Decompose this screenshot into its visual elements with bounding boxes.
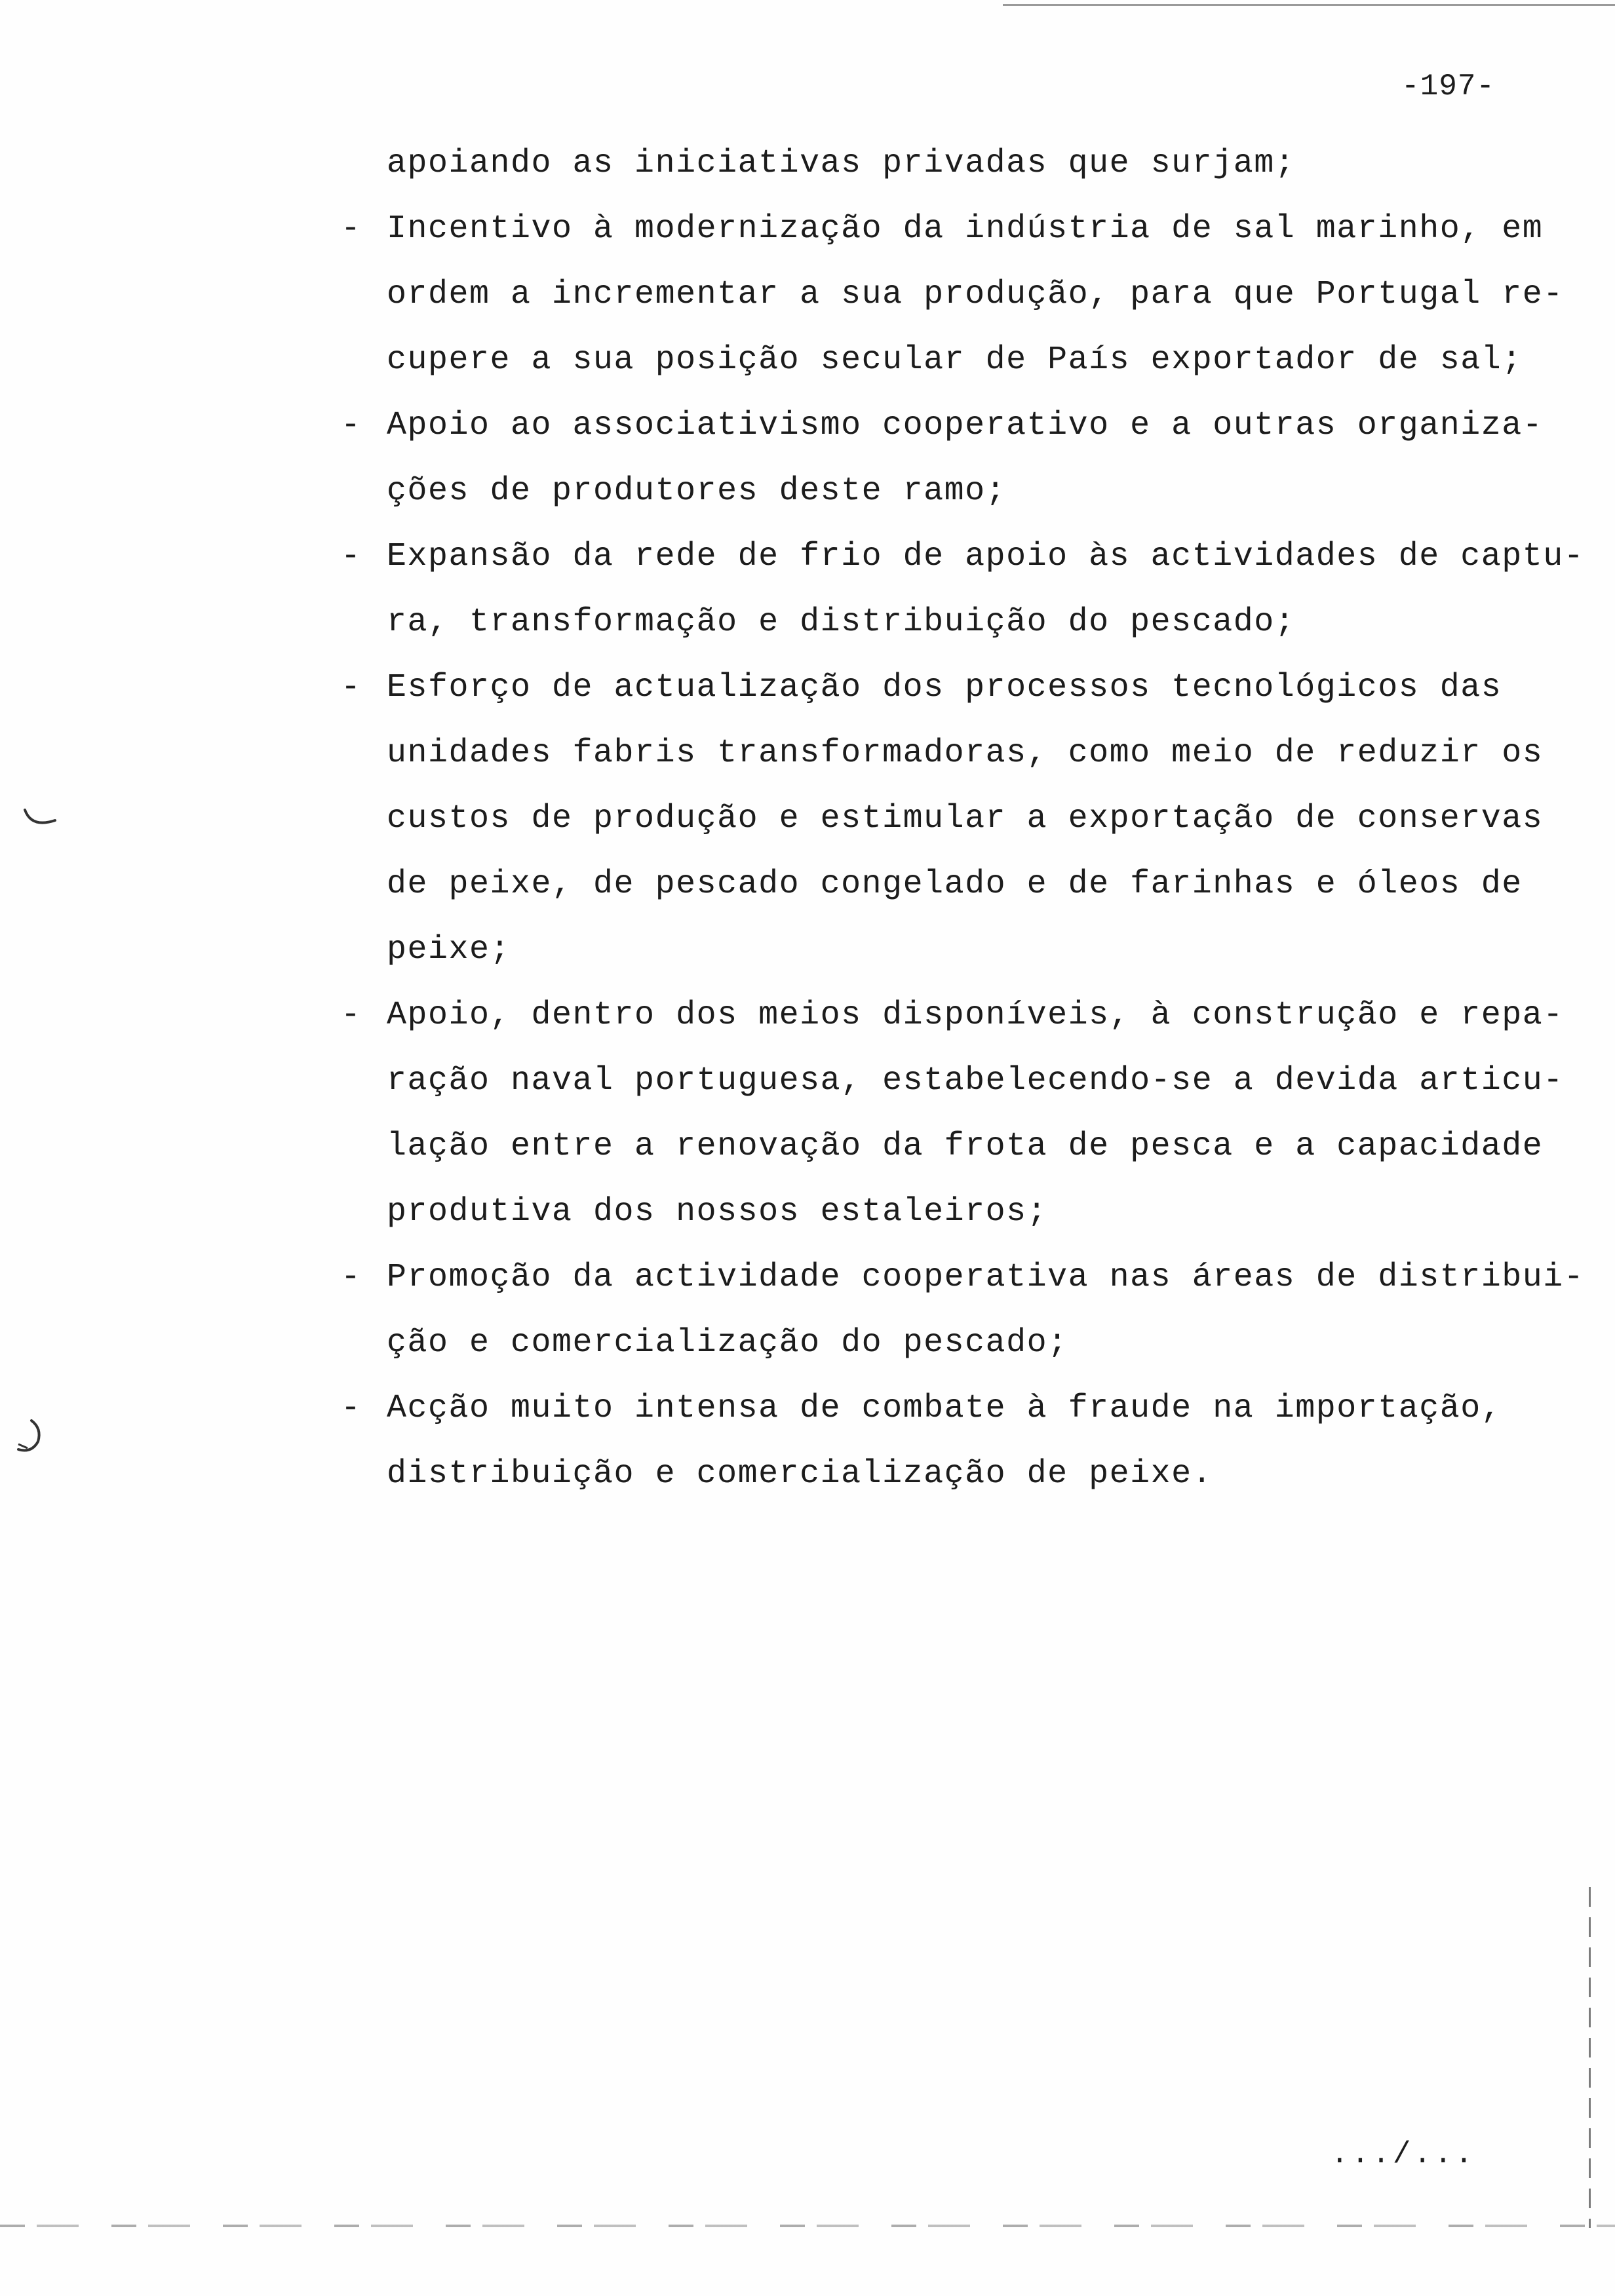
line-text: ra, transformação e distribuição do pescado;: [387, 603, 1296, 641]
scan-right-edge: [1589, 1887, 1591, 2228]
list-dash: -: [341, 997, 362, 1034]
text-line: [341, 393, 1553, 459]
list-dash: -: [341, 1259, 362, 1296]
top-rule: [1003, 4, 1615, 6]
line-text: lação entre a renovação da frota de pesca e a capacidade: [387, 1128, 1544, 1165]
line-text: Apoio ao associativismo cooperativo e a outras organiza-: [387, 407, 1544, 444]
line-text: Esforço de actualização dos processos tecnológicos das: [387, 669, 1502, 706]
text-line: [341, 1311, 1553, 1376]
margin-mark: [22, 806, 58, 832]
page-body: [341, 131, 1585, 1507]
scan-bottom-edge: [0, 2225, 1615, 2227]
line-text: de peixe, de pescado congelado e de farinhas e óleos de: [387, 866, 1523, 903]
list-dash: -: [341, 1390, 362, 1427]
list-dash: -: [341, 538, 362, 575]
line-text: apoiando as iniciativas privadas que surjam;: [387, 145, 1296, 182]
line-text: Incentivo à modernização da indústria de sal marinho, em: [387, 210, 1544, 248]
line-text: distribuição e comercialização de peixe.: [387, 1455, 1213, 1493]
text-line: [341, 1114, 1553, 1179]
text-line: [341, 852, 1553, 917]
list-dash: -: [341, 407, 362, 444]
line-text: peixe;: [387, 931, 511, 968]
text-line: [341, 786, 1553, 852]
text-line: [341, 1245, 1585, 1311]
text-line: [341, 1376, 1553, 1442]
line-text: Expansão da rede de frio de apoio às actividades de captu-: [387, 538, 1585, 575]
text-line: [341, 262, 1564, 328]
line-text: cupere a sua posição secular de País exportador de sal;: [387, 341, 1523, 379]
text-line: [341, 1048, 1564, 1114]
text-line: [341, 1442, 1553, 1507]
line-text: unidades fabris transformadoras, como meio de reduzir os: [387, 735, 1544, 772]
page-number: -197-: [1401, 69, 1496, 104]
text-line: [341, 721, 1553, 786]
text-line: [341, 655, 1553, 721]
text-line: [341, 524, 1585, 590]
text-line: [341, 917, 1553, 983]
line-text: ração naval portuguesa, estabelecendo-se a devida articu-: [387, 1062, 1564, 1100]
line-text: Apoio, dentro dos meios disponíveis, à construção e repa-: [387, 997, 1564, 1034]
list-dash: -: [341, 669, 362, 706]
line-text: ordem a incrementar a sua produção, para que Portugal re-: [387, 276, 1564, 313]
text-line: [341, 590, 1553, 655]
text-line: [341, 328, 1553, 393]
line-text: custos de produção e estimular a exportação de conservas: [387, 800, 1544, 837]
text-line: [341, 131, 1553, 197]
margin-mark: [12, 1415, 58, 1461]
text-line: [341, 983, 1564, 1048]
line-text: produtiva dos nossos estaleiros;: [387, 1193, 1048, 1231]
continuation-mark: .../...: [1331, 2137, 1476, 2172]
text-line: [341, 1179, 1553, 1245]
line-text: Promoção da actividade cooperativa nas áreas de distribui-: [387, 1259, 1585, 1296]
line-text: ção e comercialização do pescado;: [387, 1324, 1068, 1362]
text-line: [341, 459, 1553, 524]
line-text: Acção muito intensa de combate à fraude na importação,: [387, 1390, 1502, 1427]
text-line: [341, 197, 1553, 262]
list-dash: -: [341, 210, 362, 248]
line-text: ções de produtores deste ramo;: [387, 472, 1007, 510]
